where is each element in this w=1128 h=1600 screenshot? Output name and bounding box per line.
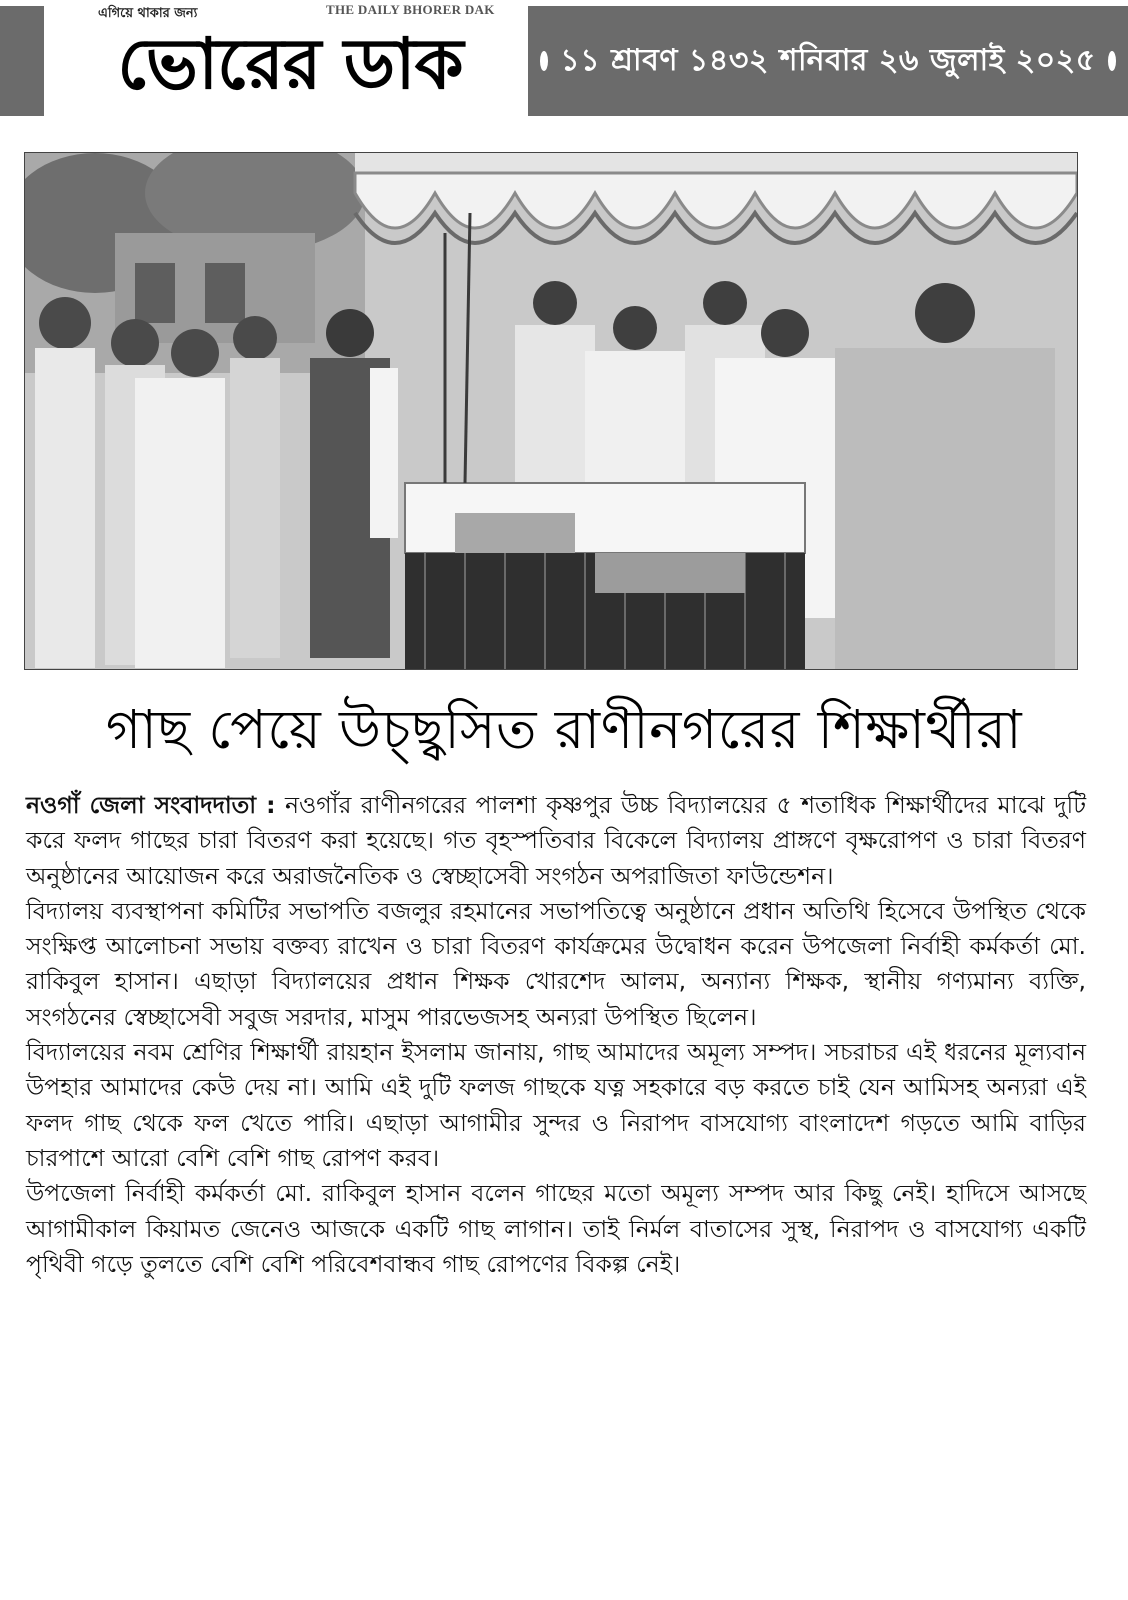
bullet-icon [540,51,548,71]
issue-date: ১১ শ্রাবণ ১৪৩২ শনিবার ২৬ জুলাই ২০২৫ [560,42,1096,78]
paragraph-text: নওগাঁর রাণীনগরের পালশা কৃষ্ণপুর উচ্চ বিদ্যালয়ের ৫ শতাধিক শিক্ষার্থীদের মাঝে দুটি করে ফলদ গাছের চারা বিতরণ করা হয়েছে। গত বৃহস্পতিবার বিকেলে বিদ্যালয় প্রাঙ্গণে বৃক্ষরোপণ ও চারা বিতরণ অনুষ্ঠানের আয়োজন করে অরাজনৈতিক ও স্বেচ্ছাসেবী সংগঠন অপরাজিতা ফাউন্ডেশন। [26,791,1086,890]
news-photo [24,152,1078,670]
bullet-icon [1108,51,1116,71]
newspaper-logo: ভোরের ডাক [117,22,463,105]
date-bar [528,6,1128,116]
masthead-tagline: এগিয়ে থাকার জন্য [98,6,198,21]
article-paragraph: বিদ্যালয়ের নবম শ্রেণির শিক্ষার্থী রায়হান ইসলাম জানায়, গাছ আমাদের অমূল্য সম্পদ। সচরাচর এই ধরনের মূল্যবান উপহার আমাদের কেউ দেয় না। আমি এই দুটি ফলজ গাছকে যত্ন সহকারে বড় করতে চাই যেন আমিসহ অন্যরা এই ফলদ গাছ থেকে ফল খেতে পারি। এছাড়া আগামীর সুন্দর ও নিরাপদ বাসযোগ্য বাংলাদেশ গড়তে আমি বাড়ির চারপাশে আরো বেশি বেশি গাছ রোপণ করব। [26,1038,1086,1172]
masthead [0,0,1128,122]
article-headline: গাছ পেয়ে উচ্ছ্বসিত রাণীনগরের শিক্ষার্থীরা [105,698,1023,761]
byline: নওগাঁ জেলা সংবাদদাতা : [26,791,276,819]
article-paragraph: উপজেলা নির্বাহী কর্মকর্তা মো. রাকিবুল হাসান বলেন গাছের মতো অমূল্য সম্পদ আর কিছু নেই। হাদিসে আসছে আগামীকাল কিয়ামত জেনেও আজকে একটি গাছ লাগান। তাই নির্মল বাতাসের সুস্থ, নিরাপদ ও বাসযোগ্য একটি পৃথিবী গড়ে তুলতে বেশি বেশি পরিবেশবান্ধব গাছ রোপণের বিকল্প নেই। [26,1179,1086,1278]
article-paragraph [26,788,1086,894]
news-photo-illustration [25,153,1077,669]
article-body [26,788,1086,1282]
masthead-left-bar [0,6,44,116]
article-paragraph: বিদ্যালয় ব্যবস্থাপনা কমিটির সভাপতি বজলুর রহমানের সভাপতিত্বে অনুষ্ঠানে প্রধান অতিথি হিসেবে উপস্থিত থেকে সংক্ষিপ্ত আলোচনা সভায় বক্তব্য রাখেন ও চারা বিতরণ কার্যক্রমের উদ্বোধন করেন উপজেলা নির্বাহী কর্মকর্তা মো. রাকিবুল হাসান। এছাড়া বিদ্যালয়ের প্রধান শিক্ষক খোরশেদ আলম, অন্যান্য শিক্ষক, স্থানীয় গণ্যমান্য ব্যক্তি, সংগঠনের স্বেচ্ছাসেবী সবুজ সরদার, মাসুম পারভেজসহ অন্যরা উপস্থিত ছিলেন। [26,896,1086,1031]
masthead-english-name: THE DAILY BHORER DAK [326,2,495,17]
